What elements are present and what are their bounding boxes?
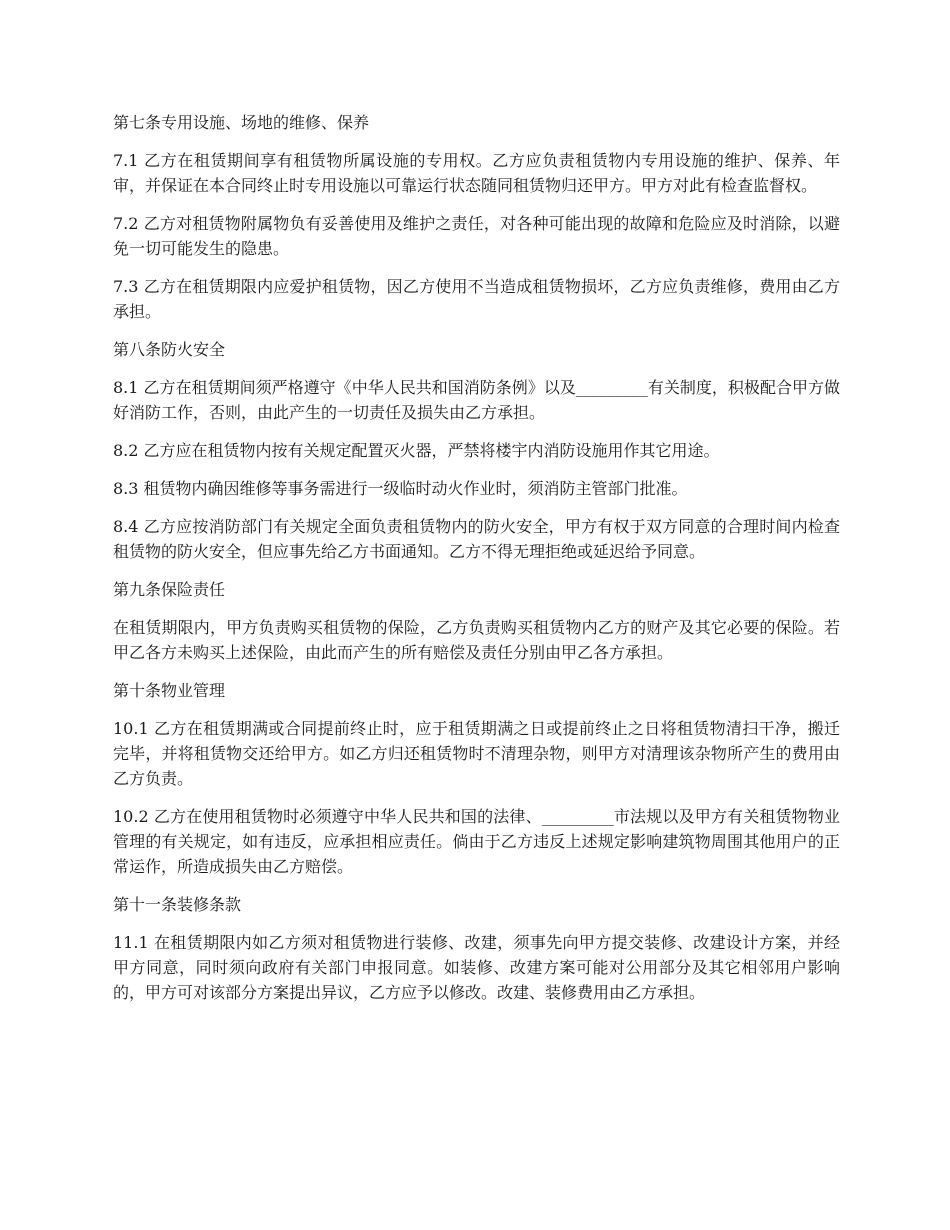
document-page: [113, 110, 840, 1018]
section-heading-article-7: 第七条专用设施、场地的维修、保养: [113, 113, 370, 132]
section-heading-article-8: 第八条防火安全: [113, 340, 226, 359]
clause-8-3: 8.3 租赁物内确因维修等事务需进行一级临时动火作业时，须消防主管部门批准。: [113, 479, 688, 498]
clause-10-2: 10.2 乙方在使用租赁物时必须遵守中华人民共和国的法律、_________市法规以及甲方有关租赁物物业管理的有关规定，如有违反，应承担相应责任。倘由于乙方违反上述规定影响建筑物周围其他用户的正常运作，所造成损失由乙方赔偿。: [113, 807, 840, 876]
clause-7-1: 7.1 乙方在租赁期间享有租赁物所属设施的专用权。乙方应负责租赁物内专用设施的维护、保养、年审，并保证在本合同终止时专用设施以可靠运行状态随同租赁物归还甲方。甲方对此有检查监督权。: [113, 151, 840, 195]
clause-7-3: 7.3 乙方在租赁期限内应爱护租赁物，因乙方使用不当造成租赁物损坏，乙方应负责维修，费用由乙方承担。: [113, 277, 840, 321]
clause-7-2: 7.2 乙方对租赁物附属物负有妥善使用及维护之责任，对各种可能出现的故障和危险应及时消除，以避免一切可能发生的隐患。: [113, 214, 840, 258]
clause-8-2: 8.2 乙方应在租赁物内按有关规定配置灭火器，严禁将楼宇内消防设施用作其它用途。: [113, 441, 720, 460]
clause-8-4: 8.4 乙方应按消防部门有关规定全面负责租赁物内的防火安全，甲方有权于双方同意的合理时间内检查租赁物的防火安全，但应事先给乙方书面通知。乙方不得无理拒绝或延迟给予同意。: [113, 517, 840, 561]
clause-9: 在租赁期限内，甲方负责购买租赁物的保险，乙方负责购买租赁物内乙方的财产及其它必要的保险。若甲乙各方未购买上述保险，由此而产生的所有赔偿及责任分别由甲乙各方承担。: [113, 618, 840, 662]
clause-11-1: 11.1 在租赁期限内如乙方须对租赁物进行装修、改建，须事先向甲方提交装修、改建设计方案，并经甲方同意，同时须向政府有关部门申报同意。如装修、改建方案可能对公用部分及其它相邻用户影响的，甲方可对该部分方案提出异议，乙方应予以修改。改建、装修费用由乙方承担。: [113, 933, 840, 1002]
section-heading-article-9: 第九条保险责任: [113, 580, 226, 599]
section-heading-article-10: 第十条物业管理: [113, 681, 226, 700]
clause-10-1: 10.1 乙方在租赁期满或合同提前终止时，应于租赁期满之日或提前终止之日将租赁物清扫干净，搬迁完毕，并将租赁物交还给甲方。如乙方归还租赁物时不清理杂物，则甲方对清理该杂物所产生的费用由乙方负责。: [113, 719, 840, 788]
section-heading-article-11: 第十一条装修条款: [113, 895, 242, 914]
clause-8-1: 8.1 乙方在租赁期间须严格遵守《中华人民共和国消防条例》以及_________有关制度，积极配合甲方做好消防工作，否则，由此产生的一切责任及损失由乙方承担。: [113, 378, 840, 422]
